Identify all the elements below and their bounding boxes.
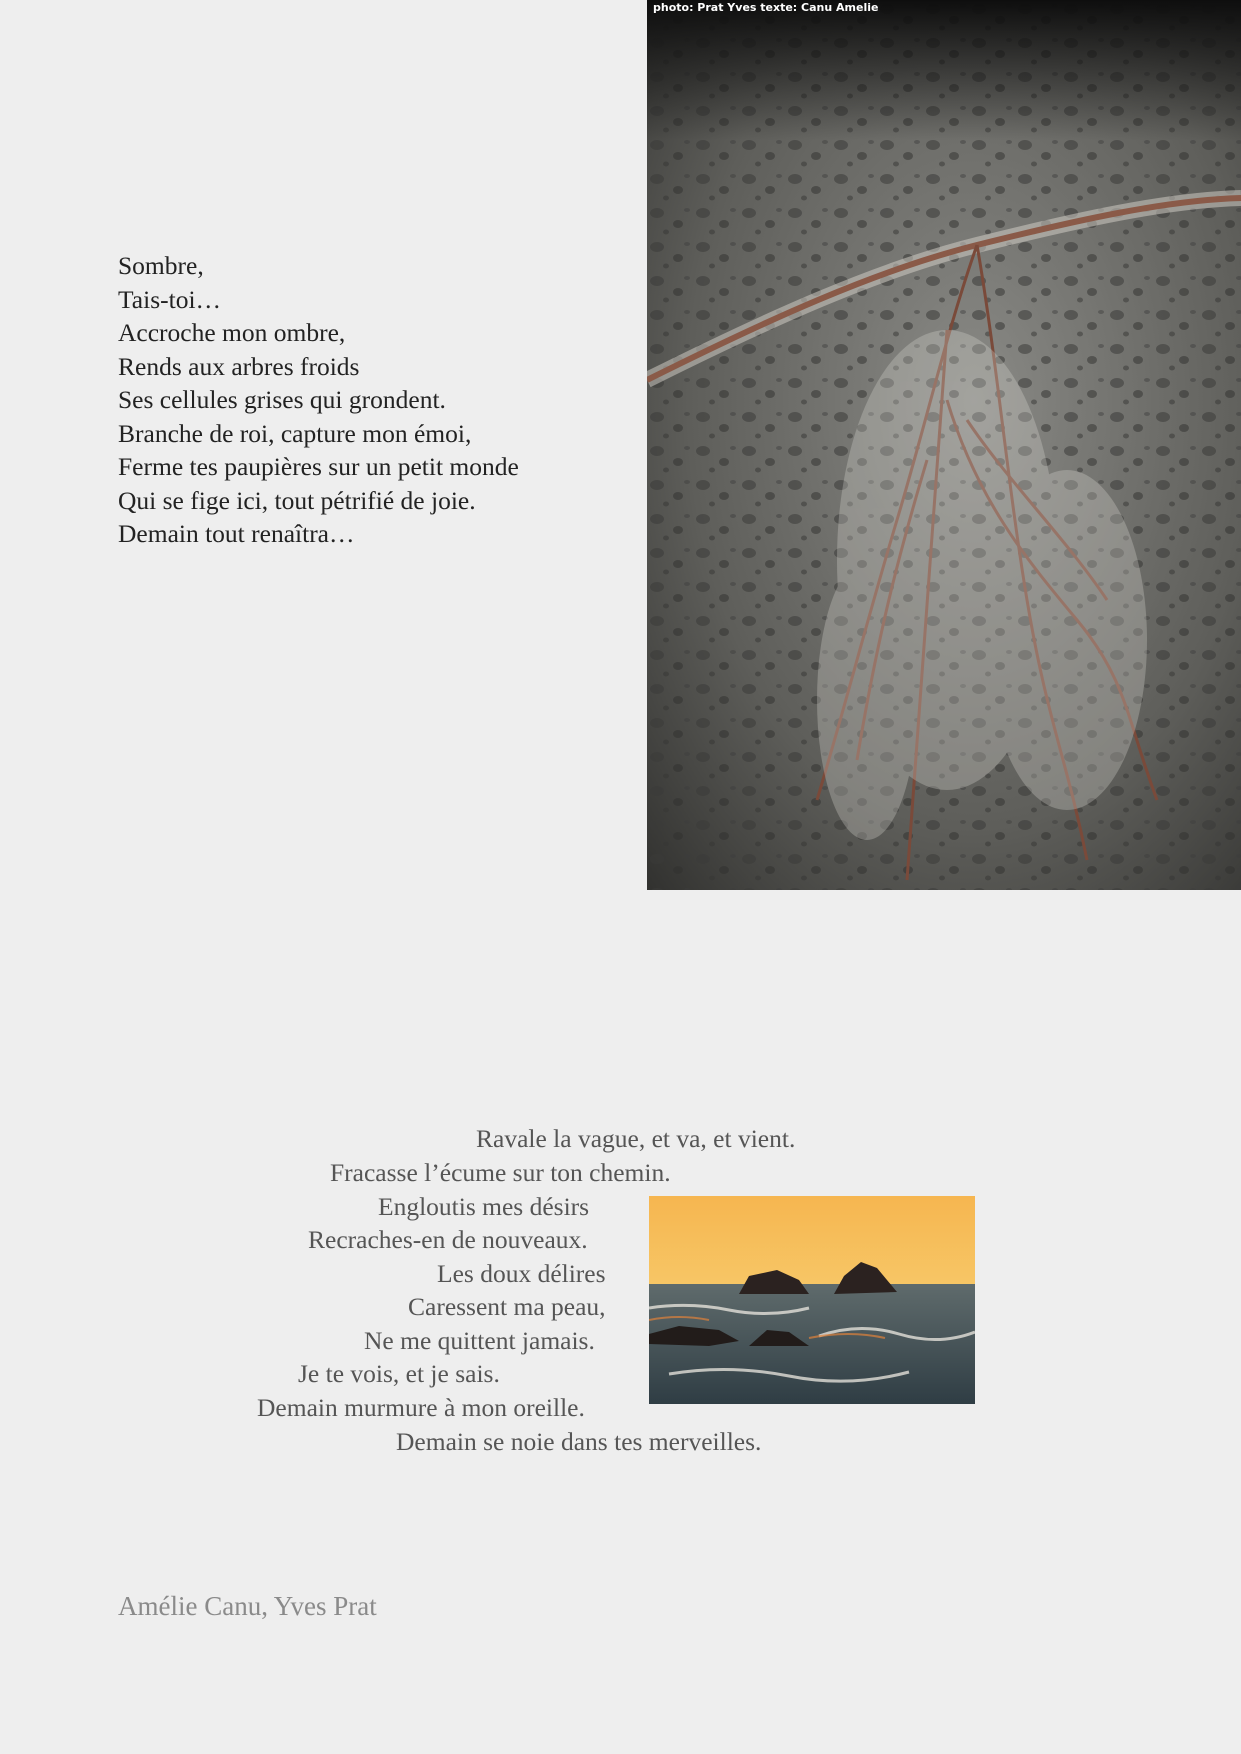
poem-line: Accroche mon ombre, <box>118 318 346 347</box>
poem-line: Rends aux arbres froids <box>118 351 360 381</box>
poem-line: Engloutis mes désirs <box>378 1192 590 1221</box>
signature: Amélie Canu, Yves Prat <box>118 1591 377 1621</box>
poem-line: Tais-toi… <box>118 284 222 314</box>
poem-line: Recraches-en de nouveaux. <box>308 1225 588 1254</box>
frozen-branch-photo <box>647 0 1241 890</box>
poem-line: Les doux délires <box>437 1259 606 1288</box>
poem-line: Caressent ma peau, <box>408 1292 606 1321</box>
poem-line: Ravale la vague, et va, et vient. <box>476 1124 796 1153</box>
poem-line: Ne me quittent jamais. <box>364 1326 595 1355</box>
poem-line: Ses cellules grises qui grondent. <box>118 385 446 414</box>
poem-line: Demain se noie dans tes merveilles. <box>396 1427 762 1456</box>
poem-sombre <box>118 249 519 551</box>
photo-credit: photo: Prat Yves texte: Canu Amelie <box>653 1 879 14</box>
sunset-sea-photo <box>649 1196 975 1404</box>
poem-line: Fracasse l’écume sur ton chemin. <box>330 1158 671 1187</box>
poem-line: Sombre, <box>118 251 204 280</box>
poem-line: Demain tout renaîtra… <box>118 519 355 548</box>
poem-line: Ferme tes paupières sur un petit monde <box>118 452 519 481</box>
poem-line: Qui se fige ici, tout pétrifié de joie. <box>118 485 476 515</box>
poem-line: Je te vois, et je sais. <box>298 1359 500 1388</box>
poem-line: Demain murmure à mon oreille. <box>257 1393 585 1422</box>
poem-line: Branche de roi, capture mon émoi, <box>118 418 472 448</box>
